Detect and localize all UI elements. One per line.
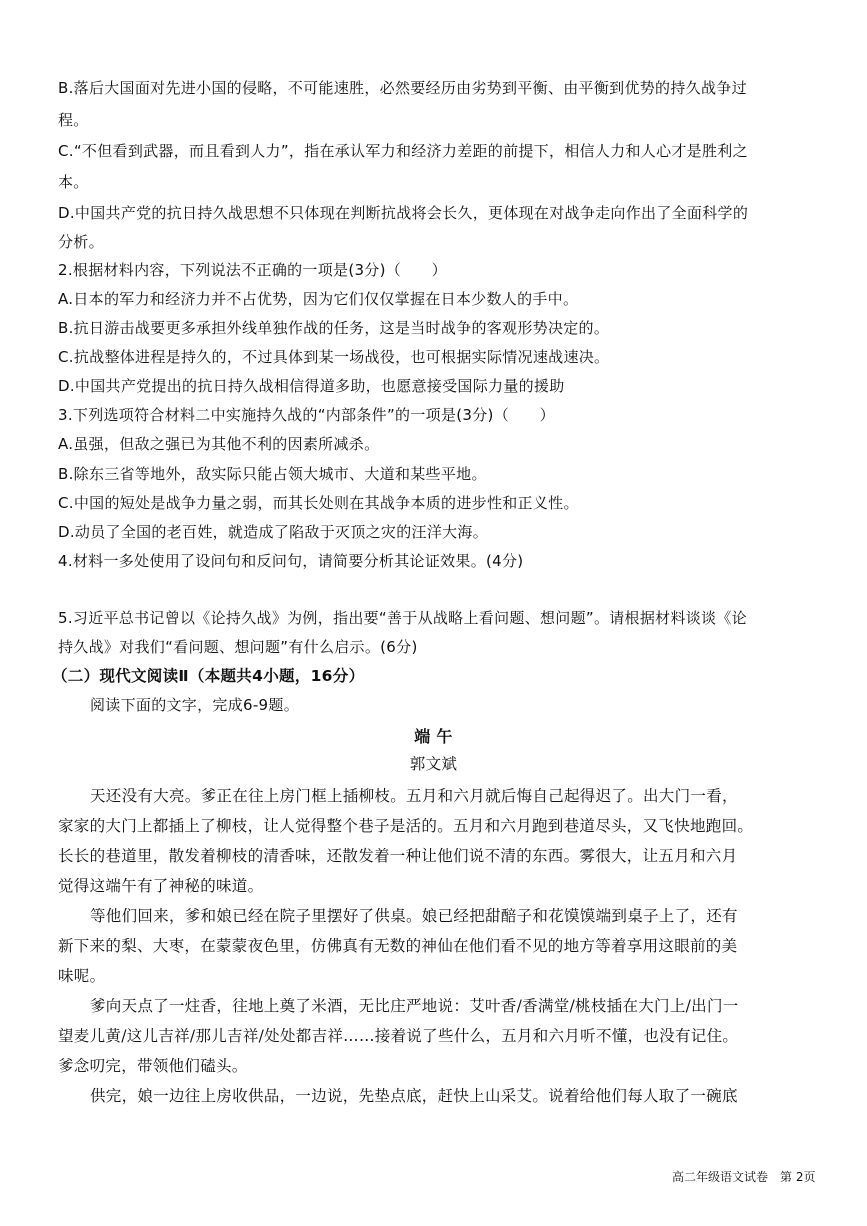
q1-option-c-line1: C.“不但看到武器，而且看到人力”，指在承认军力和经济力差距的前提下，相信人力和人心才是胜利之 xyxy=(58,142,748,160)
q3-option-d: D.动员了全国的老百姓，就造成了陷敌于灭顶之灾的汪洋大海。 xyxy=(58,523,489,541)
q3-stem: 3.下列选项符合材料二中实施持久战的“内部条件”的一项是(3分)（ ） xyxy=(58,406,555,424)
section-instruction: 阅读下面的文字，完成6-9题。 xyxy=(90,696,300,714)
q3-option-a: A.虽强，但敌之强已为其他不利的因素所减杀。 xyxy=(58,435,380,453)
passage-line: 觉得这端午有了神秘的味道。 xyxy=(58,877,264,895)
passage-line: 天还没有大亮。爹正在往上房门框上插柳枝。五月和六月就后悔自己起得迟了。出大门一看， xyxy=(90,787,738,805)
section-heading: （二）现代文阅读Ⅱ（本题共4小题，16分） xyxy=(52,667,365,685)
q2-option-d: D.中国共产党提出的抗日持久战相信得道多助，也愿意接受国际力量的援助 xyxy=(58,377,565,395)
passage-line: 供完，娘一边往上房收供品，一边说，先垫点底，赶快上山采艾。说着给他们每人取了一碗底 xyxy=(90,1087,738,1105)
q2-stem: 2.根据材料内容，下列说法不正确的一项是(3分)（ ） xyxy=(58,261,447,279)
q5-stem-line1: 5.习近平总书记曾以《论持久战》为例，指出要“善于从战略上看问题、想问题”。请根据材料谈谈《论 xyxy=(58,609,747,627)
q2-option-b: B.抗日游击战要更多承担外线单独作战的任务，这是当时战争的客观形势决定的。 xyxy=(58,319,610,337)
passage-line: 等他们回来，爹和娘已经在院子里摆好了供桌。娘已经把甜醅子和花馍馍端到桌子上了，还有 xyxy=(90,907,738,925)
q5-stem-line2: 持久战》对我们“看问题、想问题”有什么启示。(6分) xyxy=(58,638,418,656)
passage-title: 端 午 xyxy=(414,727,453,746)
q1-option-d-line2: 分析。 xyxy=(58,233,104,251)
q2-option-c: C.抗战整体进程是持久的，不过具体到某一场战役，也可根据实际情况速战速决。 xyxy=(58,348,610,366)
passage-line: 长长的巷道里，散发着柳枝的清香味，还散发着一种让他们说不清的东西。雾很大，让五月和六月 xyxy=(58,847,738,865)
q3-option-c: C.中国的短处是战争力量之弱，而其长处则在其战争本质的进步性和正义性。 xyxy=(58,494,579,512)
passage-line: 爹念叨完，带领他们磕头。 xyxy=(58,1057,248,1075)
q3-option-b: B.除东三省等地外，敌实际只能占领大城市、大道和某些平地。 xyxy=(58,465,487,483)
q1-option-c-line2: 本。 xyxy=(58,173,89,191)
passage-line: 家家的大门上都插上了柳枝，让人觉得整个巷子是活的。五月和六月跑到巷道尽头，又飞快地跑回。 xyxy=(58,817,754,835)
passage-line: 爹向天点了一炷香，往地上奠了米酒，无比庄严地说：艾叶香/香满堂/桃枝插在大门上/出门一 xyxy=(90,997,739,1015)
q4-stem: 4.材料一多处使用了设问句和反问句，请简要分析其论证效果。(4分) xyxy=(58,552,524,570)
page-footer: 高二年级语文试卷 第 2页 xyxy=(672,1170,816,1184)
q2-option-a: A.日本的军力和经济力并不占优势，因为它们仅仅掌握在日本少数人的手中。 xyxy=(58,290,579,308)
passage-author: 郭文斌 xyxy=(409,755,458,773)
q1-option-b-line1: B.落后大国面对先进小国的侵略，不可能速胜，必然要经历由劣势到平衡、由平衡到优势的持久战争过 xyxy=(58,79,747,97)
passage-line: 望麦儿黄/这儿吉祥/那儿吉祥/处处都吉祥……接着说了些什么，五月和六月听不懂，也没有记住。 xyxy=(58,1027,739,1045)
passage-line: 新下来的梨、大枣，在蒙蒙夜色里，仿佛真有无数的神仙在他们看不见的地方等着享用这眼前的美 xyxy=(58,937,738,955)
passage-line: 味呢。 xyxy=(58,967,106,985)
q1-option-d-line1: D.中国共产党的抗日持久战思想不只体现在判断抗战将会长久，更体现在对战争走向作出了全面科学的 xyxy=(58,204,749,222)
q1-option-b-line2: 程。 xyxy=(58,111,89,129)
